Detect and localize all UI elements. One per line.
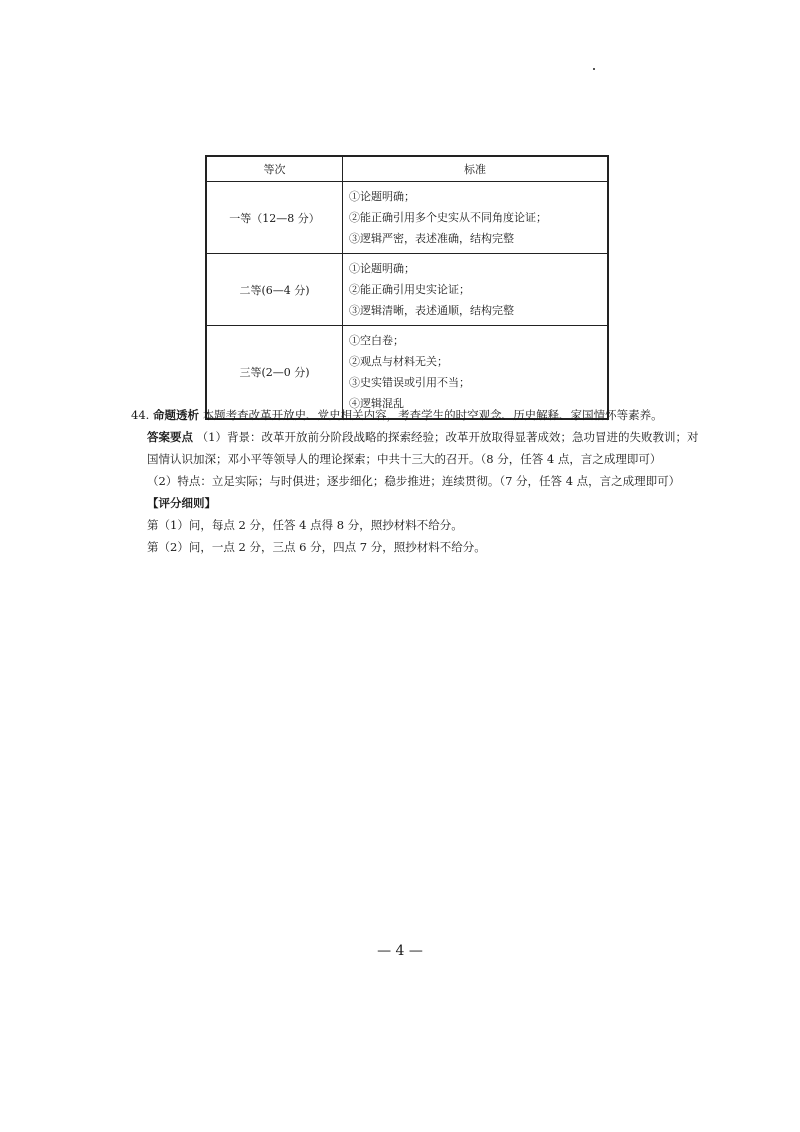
- criteria-item: ①论题明确；: [349, 262, 415, 275]
- table-row: [206, 182, 608, 254]
- question-analysis-line: [131, 404, 663, 426]
- level-cell: 一等（12—8 分）: [206, 182, 343, 254]
- answer-part1-b: 国情认识加深；邓小平等领导人的理论探索；中共十三大的召开。（8 分，任答 4 点，言之成理即可）: [147, 452, 662, 466]
- scoring-heading: 【评分细则】: [147, 496, 216, 510]
- scan-speck: [593, 68, 595, 70]
- scoring-rule-1: 第（1）问，每点 2 分，任答 4 点得 8 分，照抄材料不给分。: [147, 518, 463, 532]
- criteria-item: ④逻辑混乱: [349, 397, 404, 410]
- grading-table: [205, 155, 609, 420]
- scoring-rule-2: 第（2）问，一点 2 分，三点 6 分，四点 7 分，照抄材料不给分。: [147, 540, 486, 554]
- criteria-cell: [343, 182, 609, 254]
- analysis-label: 命题透析: [152, 408, 199, 422]
- level-cell: 三等(2—0 分): [206, 326, 343, 420]
- table-header-row: [206, 156, 608, 182]
- header-criteria: 标准: [343, 156, 609, 182]
- analysis-text: 本题考查改革开放史、党史相关内容，考查学生的时空观念、历史解释、家国情怀等素养。: [202, 408, 663, 422]
- answer-part2: （2）特点：立足实际；与时俱进；逐步细化；稳步推进；连续贯彻。（7 分，任答 4 点，言之成理即可）: [147, 474, 681, 488]
- criteria-item: ②能正确引用多个史实从不同角度论证；: [349, 211, 547, 224]
- criteria-item: ①空白卷；: [349, 334, 404, 347]
- criteria-item: ③逻辑严密，表述准确，结构完整: [349, 232, 514, 245]
- page-number: — 4 —: [377, 943, 423, 959]
- criteria-cell: [343, 254, 609, 326]
- header-level: 等次: [206, 156, 343, 182]
- answer-block: [147, 426, 698, 558]
- criteria-item: ③逻辑清晰，表述通顺，结构完整: [349, 304, 514, 317]
- question-number: 44.: [131, 408, 150, 422]
- table-row: [206, 254, 608, 326]
- answer-part1-a: （1）背景：改革开放前分阶段战略的探索经验；改革开放取得显著成效；急功冒进的失败教训；对: [196, 430, 699, 444]
- answer-line-1: [147, 426, 698, 448]
- criteria-item: ①论题明确；: [349, 190, 415, 203]
- level-cell: 二等(6—4 分): [206, 254, 343, 326]
- criteria-item: ②能正确引用史实论证；: [349, 283, 470, 296]
- criteria-item: ②观点与材料无关；: [349, 355, 448, 368]
- criteria-item: ③史实错误或引用不当；: [349, 376, 470, 389]
- answer-label: 答案要点: [147, 430, 193, 444]
